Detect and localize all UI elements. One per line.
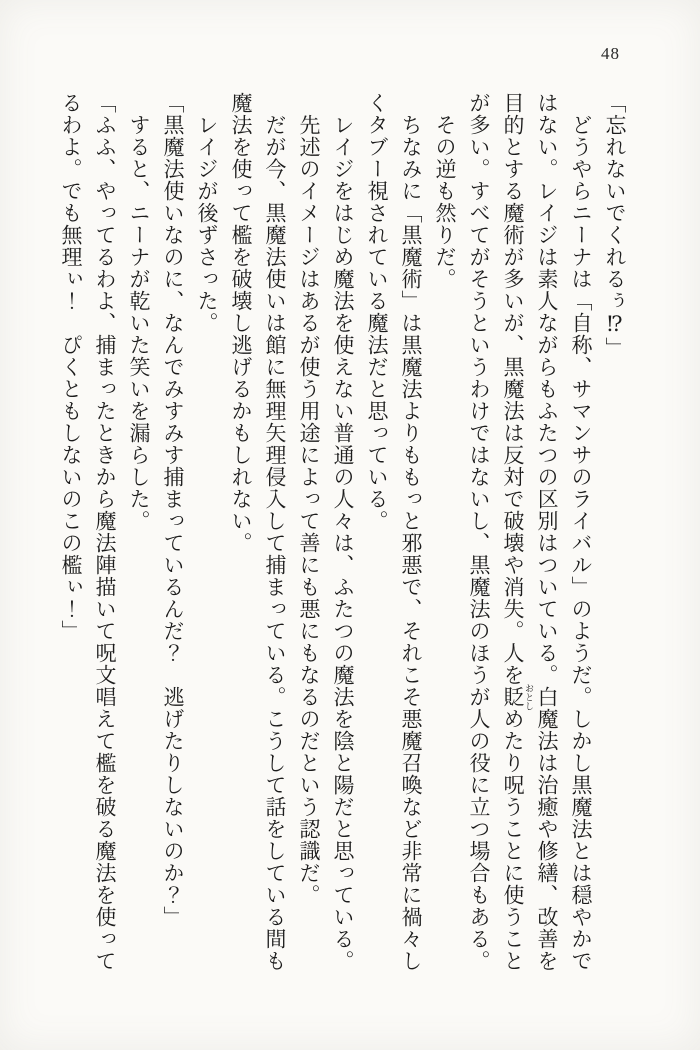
ruby-base: 貶 (501, 683, 525, 711)
page-number: 48 (601, 44, 620, 63)
text-run-after-ruby: めたり呪うことに使うことが多い。すべてがそうというわけではないし、黒魔法のほうが人の役に立つ場合もある。 (467, 92, 525, 972)
paragraph-narration-converse-true: その逆も然りだ。 (433, 92, 457, 290)
paragraph-narration-black-sorcery-taboo: ちなみに「黒魔術」は黒魔法よりももっと邪悪で、それこそ悪魔召喚など非常に禍々しくタブー視されている魔法だと思っている。 (365, 92, 423, 972)
paragraph-narration-good-or-evil-use: 先述のイメージはあるが使う用途によって善にも悪にもなるのだという認識だ。 (297, 92, 321, 906)
paragraph-dialogue-why-caught: 「黒魔法使いなのに、なんでみすみす捕まっているんだ？ 逃げたりしないのか？」 (161, 92, 185, 928)
text-run-before-ruby: どうやらニーナは「自称、サマンサのライバル」のようだ。しかし黒魔法とは穏やかではない。レイジは素人ながらもふたつの区別はついている。白魔法は治癒や修繕、改善を目的とする魔術が多いが、黒魔法は反対で破壊や消失。人を (501, 92, 593, 972)
paragraph-narration-reiji-steps-back: レイジが後ずさった。 (195, 92, 219, 334)
paragraph-dialogue-dont-forget: 「忘れないでくれるぅ⁉」 (603, 92, 627, 359)
ruby-otoshi (501, 683, 534, 711)
paragraph-narration-black-white-magic (462, 92, 598, 974)
paragraph-narration-nina-dry-laugh: すると、ニーナが乾いた笑いを漏らした。 (127, 92, 151, 532)
paragraph-narration-intruder-caged: だが今、黒魔法使いは館に無理矢理侵入して捕まっている。こうして話をしている間も魔法を使って檻を破壊し逃げるかもしれない。 (229, 92, 287, 972)
paragraph-dialogue-cage-wont-budge: 「ふふ、やってるわよ、捕まったときから魔法陣描いて呪文唱えて檻を破る魔法を使ってるわよ。でも無理ぃ！ ぴくともしないのこの檻ぃ！」 (59, 92, 117, 972)
novel-text-block (54, 92, 632, 974)
ruby-reading: おとし (524, 683, 534, 711)
paragraph-narration-yin-yang-view: レイジをはじめ魔法を使えない普通の人々は、ふたつの魔法を陰と陽だと思っている。 (331, 92, 355, 972)
